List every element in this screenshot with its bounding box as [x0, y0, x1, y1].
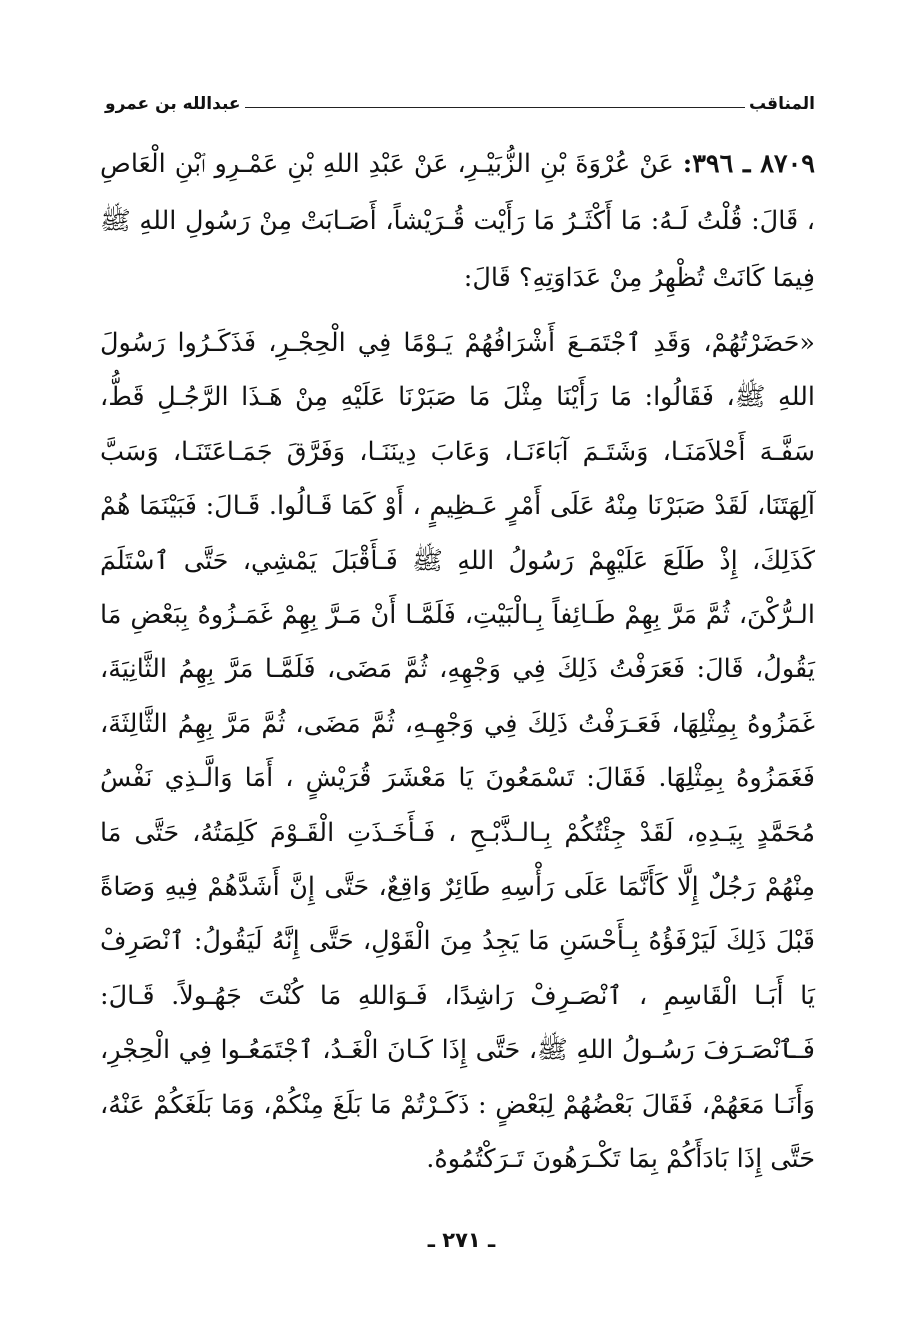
- page-number: ـ ٢٧١ ـ: [427, 1228, 496, 1252]
- hadith-body-paragraph: «حَضَرْتُهُمْ، وَقَدِ ٱجْتَمَـعَ أَشْرَافُهُمْ يَـوْمًا فِي الْحِجْـرِ، فَذَكَـرُوا رَسُولَ اللهِ ﷺ، فَقَالُوا: مَا رَأَيْنَا مِثْلَ مَا صَبَرْنَا عَلَيْهِ مِنْ هَـذَا الرَّجُـلِ قَطُّ، سَفَّـهَ أَحْلاَمَنَـا، وَشَتَـمَ آبَاءَنَـا، وَعَابَ دِينَنَـا، وَفَرَّقَ جَمَـاعَتَنَـا، وَسَبَّ آلِهَتَنَا، لَقَدْ صَبَرْنَا مِنْهُ عَلَى أَمْرٍ عَـظِيمٍ ، أَوْ كَمَا قَـالُوا. قَـالَ: فَبَيْنَمَا هُمْ كَذَلِكَ، إِذْ طَلَعَ عَلَيْهِمْ رَسُولُ اللهِ ﷺ فَـأَقْبَلَ يَمْشِي، حَتَّى ٱسْتَلَمَ الـرُّكْنَ، ثُمَّ مَرَّ بِهِمْ طَـائِفاً بِـالْبَيْتِ، فَلَمَّـا أَنْ مَـرَّ بِهِمْ غَمَـزُوهُ بِبَعْضِ مَا يَقُولُ، قَالَ: فَعَرَفْتُ ذَلِكَ فِي وَجْهِهِ، ثُمَّ مَضَى، فَلَمَّـا مَرَّ بِهِمُ الثَّانِيَةَ، غَمَزُوهُ بِمِثْلِهَا، فَعَـرَفْتُ ذَلِكَ فِي وَجْهِـهِ، ثُمَّ مَضَى، ثُمَّ مَرَّ بِهِمُ الثَّالِثَةَ، فَغَمَزُوهُ بِمِثْلِهَا. فَقَالَ: تَسْمَعُونَ يَا مَعْشَرَ قُرَيْشٍ ، أَمَا وَالَّـذِي نَفْسُ مُحَمَّدٍ بِيَـدِهِ، لَقَدْ جِئْتُكُمْ بِـالـذَّبْـحِ ، فَـأَخَـذَتِ الْقَـوْمَ كَلِمَتُهُ، حَتَّى مَا مِنْهُمْ رَجُلٌ إِلَّا كَأَنَّمَا عَلَى رَأْسِهِ طَائِرٌ وَاقِعٌ، حَتَّى إِنَّ أَشَدَّهُمْ فِيهِ وَصَاةً قَبْلَ ذَلِكَ لَيَرْفَؤُهُ بِـأَحْسَنِ مَا يَجِدُ مِنَ الْقَوْلِ، حَتَّى إِنَّهُ لَيَقُولُ: ٱنْصَرِفْ يَا أَبَـا الْقَاسِمِ ، ٱنْصَـرِفْ رَاشِدًا، فَـوَاللهِ مَا كُنْتَ جَهُـولاً. قَـالَ: فَـٱنْصَـرَفَ رَسُـولُ اللهِ ﷺ، حَتَّى إِذَا كَـانَ الْغَـدُ، ٱجْتَمَعُـوا فِي الْحِجْرِ، وَأَنَـا مَعَهُمْ، فَقَالَ بَعْضُهُمْ لِبَعْضٍ : ذَكَـرْتُمْ مَا بَلَغَ مِنْكُمْ، وَمَا بَلَغَكُمْ عَنْهُ، حَتَّى إِذَا بَادَأَكُمْ بِمَا تَكْـرَهُونَ تَـرَكْتُمُوهُ.: [100, 328, 815, 1175]
- narrator-title: عبدالله بن عمرو: [105, 94, 241, 114]
- running-header: [105, 80, 815, 114]
- hadith-text: [100, 316, 815, 1187]
- hadith-isnad: عَنْ عُرْوَةَ بْنِ الزُّبَيْـرِ، عَنْ عَبْدِ اللهِ بْنِ عَمْـرِو ٱبْنِ الْعَاصِ ، قَالَ: قُلْتُ لَـهُ: مَا أَكْثَـرُ مَا رَأَيْت قُـرَيْشاً، أَصَـابَتْ مِنْ رَسُولِ اللهِ ﷺ فِيمَا كَانَتْ تُظْهِرُ مِنْ عَدَاوَتِهِ؟ قَالَ:: [100, 149, 815, 293]
- hadith-intro: [100, 136, 815, 307]
- section-title: المناقب: [748, 94, 815, 114]
- hadith-chain: [100, 136, 815, 307]
- hadith-number: ٨٧٠٩ ـ ٣٩٦:: [682, 149, 816, 179]
- header-rule: [245, 107, 745, 108]
